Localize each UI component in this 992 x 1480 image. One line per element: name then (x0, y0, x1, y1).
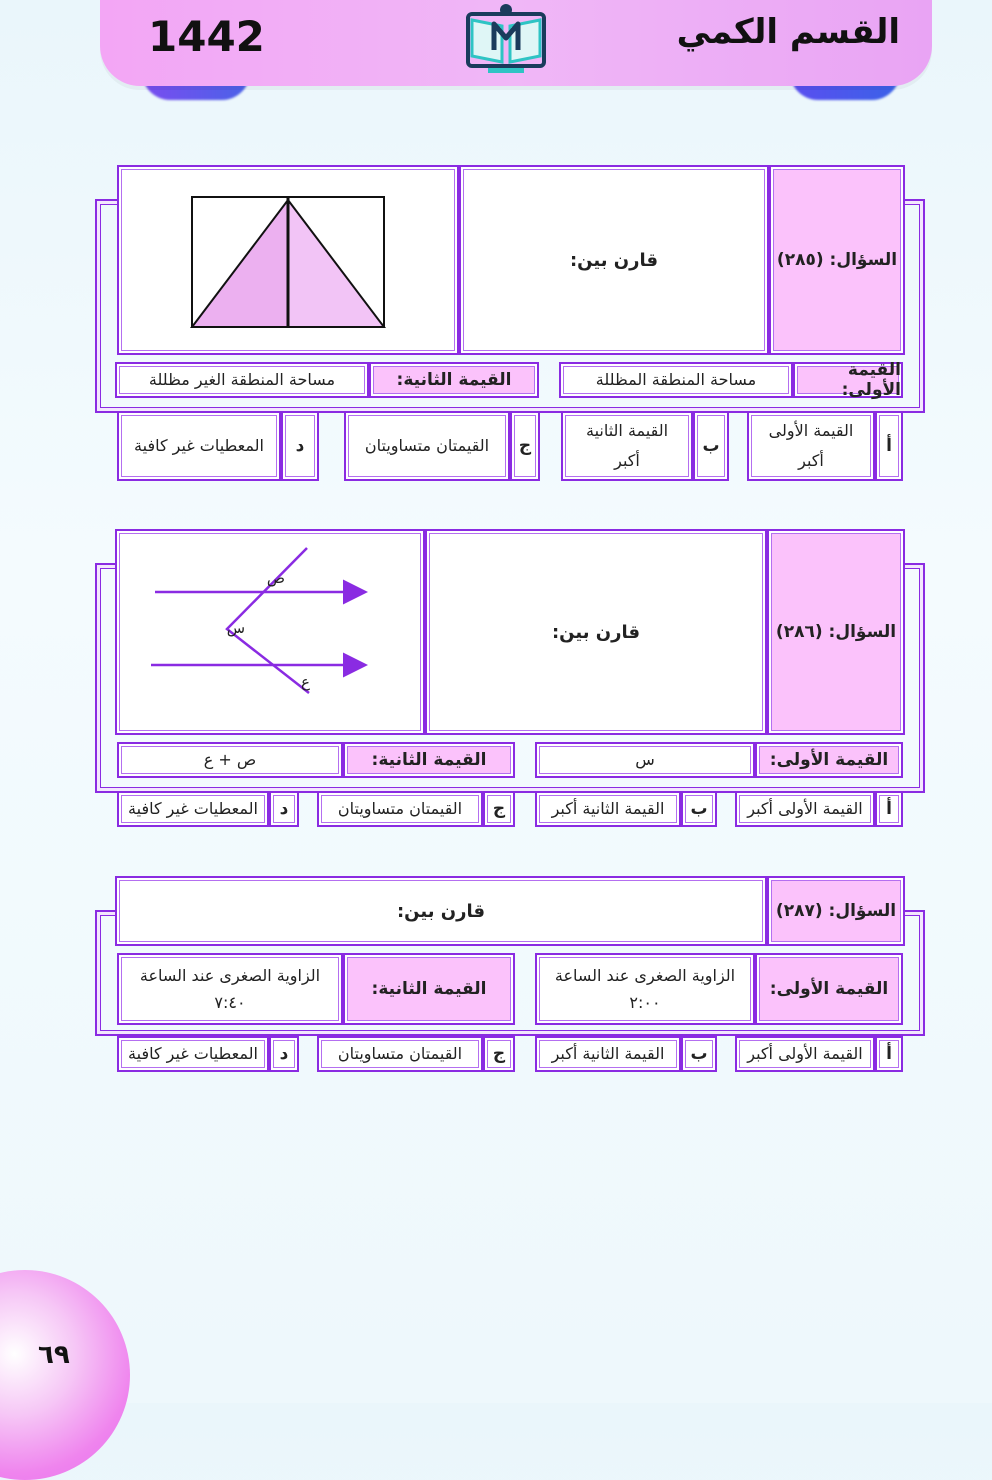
choice-a-letter[interactable]: أ (875, 791, 903, 827)
choice-a-letter[interactable]: أ (875, 411, 903, 481)
choice-b-line1: القيمة الثانية (585, 420, 669, 440)
choice-c-letter[interactable]: ج (483, 1036, 515, 1072)
choice-c-letter[interactable]: ج (483, 791, 515, 827)
choice-d[interactable]: المعطيات غير كافية (117, 791, 269, 827)
question-number: السؤال: (٢٨٧) (767, 876, 905, 946)
question-number: السؤال: (٢٨٦) (767, 529, 905, 735)
second-value-label: القيمة الثانية: (343, 953, 515, 1025)
figure-panel (117, 165, 459, 355)
first-value-label: القيمة الأولى: (755, 953, 903, 1025)
question-286 (95, 529, 925, 831)
choice-b-line2: أكبر (614, 451, 640, 470)
angle-figure (117, 531, 423, 733)
choice-a[interactable]: القيمة الأولى أكبر (735, 1036, 875, 1072)
question-287 (95, 876, 925, 1076)
second-value-label: القيمة الثانية: (343, 742, 515, 778)
second-value (117, 953, 343, 1025)
choice-c[interactable]: القيمتان متساويتان (317, 791, 483, 827)
figure-panel (115, 529, 425, 735)
book-logo-icon (458, 0, 554, 78)
choice-b[interactable] (561, 411, 693, 481)
choice-a-line1: القيمة الأولى (768, 420, 854, 440)
first-value-line2: ٢:٠٠ (629, 993, 661, 1012)
first-value: س (535, 742, 755, 778)
question-285 (95, 165, 925, 485)
label-top: ص (266, 569, 285, 587)
first-value: مساحة المنطقة المظللة (559, 362, 793, 398)
choice-b-letter[interactable]: ب (681, 1036, 717, 1072)
choice-b[interactable]: القيمة الثانية أكبر (535, 791, 681, 827)
first-value-label: القيمة الأولى: (755, 742, 903, 778)
compare-label: قارن بين: (459, 165, 769, 355)
choice-d-letter[interactable]: د (281, 411, 319, 481)
second-value-line1: الزاوية الصغرى عند الساعة (139, 965, 321, 985)
year-label: 1442 (148, 12, 265, 61)
second-value: ص + ع (117, 742, 343, 778)
label-bottom: ع (301, 673, 310, 691)
choice-a-line2: أكبر (798, 451, 824, 470)
second-value-line2: ٧:٤٠ (214, 993, 246, 1012)
section-title: القسم الكمي (676, 12, 900, 52)
choice-c[interactable]: القيمتان متساويتان (317, 1036, 483, 1072)
choice-d-letter[interactable]: د (269, 1036, 299, 1072)
choice-d-letter[interactable]: د (269, 791, 299, 827)
choice-c[interactable]: القيمتان متساويتان (344, 411, 510, 481)
page-number: ٦٩ (38, 1340, 70, 1370)
choice-a[interactable]: القيمة الأولى أكبر (735, 791, 875, 827)
second-value-label: القيمة الثانية: (369, 362, 539, 398)
choice-d[interactable]: المعطيات غير كافية (117, 1036, 269, 1072)
triangle-figure (119, 167, 457, 353)
first-value-line1: الزاوية الصغرى عند الساعة (554, 965, 736, 985)
second-value: مساحة المنطقة الغير مظللة (115, 362, 369, 398)
choice-b-letter[interactable]: ب (681, 791, 717, 827)
choice-b-letter[interactable]: ب (693, 411, 729, 481)
question-number: السؤال: (٢٨٥) (769, 165, 905, 355)
corner-decoration (0, 1270, 130, 1480)
compare-label: قارن بين: (115, 876, 767, 946)
choice-b[interactable]: القيمة الثانية أكبر (535, 1036, 681, 1072)
choice-a[interactable] (747, 411, 875, 481)
first-value-label: القيمة الأولى: (793, 362, 903, 398)
choice-d[interactable]: المعطيات غير كافية (117, 411, 281, 481)
compare-label: قارن بين: (425, 529, 767, 735)
label-middle: س (226, 619, 245, 637)
first-value (535, 953, 755, 1025)
choice-c-letter[interactable]: ج (510, 411, 540, 481)
choice-a-letter[interactable]: أ (875, 1036, 903, 1072)
